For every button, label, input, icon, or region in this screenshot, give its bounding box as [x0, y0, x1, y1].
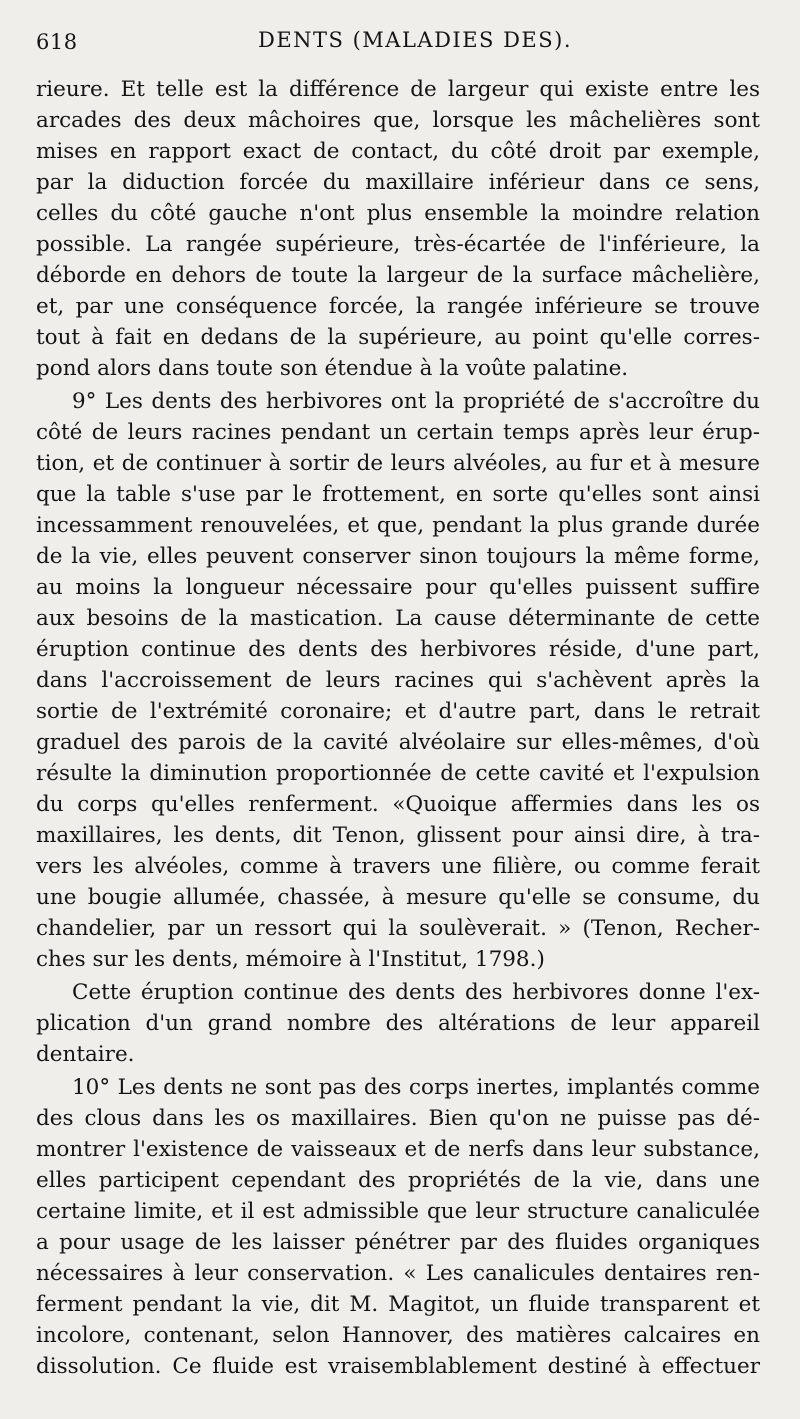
text-line: maxillaires, les dents, dit Tenon, glissent pour ainsi dire, à tra-: [36, 823, 760, 848]
text-line: 10° Les dents ne sont pas des corps inertes, implantés comme: [72, 1075, 760, 1100]
text-line: celles du côté gauche n'ont plus ensemble la moindre relation: [36, 201, 760, 226]
text-line: a pour usage de les laisser pénétrer par des fluides organiques: [36, 1230, 760, 1255]
text-line: montrer l'existence de vaisseaux et de nerfs dans leur substance,: [36, 1137, 760, 1162]
text-line: aux besoins de la mastication. La cause déterminante de cette: [36, 606, 760, 631]
paragraph: [36, 1072, 760, 1382]
text-line: tion, et de continuer à sortir de leurs alvéoles, au fur et à mesure: [36, 451, 760, 476]
text-line: plication d'un grand nombre des altérations de leur appareil: [36, 1011, 760, 1036]
page-header: [36, 26, 764, 60]
text-line: par la diduction forcée du maxillaire inférieur dans ce sens,: [36, 170, 760, 195]
text-line: nécessaires à leur conservation. « Les canalicules dentaires ren-: [36, 1261, 760, 1286]
text-line: pond alors dans toute son étendue à la voûte palatine.: [36, 356, 629, 381]
text-line: elles participent cependant des propriétés de la vie, dans une: [36, 1168, 760, 1193]
text-line: dentaire.: [36, 1042, 135, 1067]
text-line: du corps qu'elles renferment. «Quoique affermies dans les os: [36, 792, 760, 817]
text-line: que la table s'use par le frottement, en sorte qu'elles sont ainsi: [36, 482, 760, 507]
text-line: déborde en dehors de toute la largeur de la surface mâchelière,: [36, 263, 760, 288]
text-line: et, par une conséquence forcée, la rangée inférieure se trouve: [36, 294, 760, 319]
text-line: au moins la longueur nécessaire pour qu'elles puissent suffire: [36, 575, 760, 600]
text-line: graduel des parois de la cavité alvéolaire sur elles-mêmes, d'où: [36, 730, 760, 755]
text-line: arcades des deux mâchoires que, lorsque les mâchelières sont: [36, 108, 760, 133]
paragraph: [36, 74, 760, 384]
text-line: ferment pendant la vie, dit M. Magitot, un fluide transparent et: [36, 1292, 760, 1317]
running-head: DENTS (MALADIES DES).: [257, 28, 573, 52]
paragraph: [36, 977, 760, 1070]
paragraph: [36, 386, 760, 975]
text-line: de la vie, elles peuvent conserver sinon toujours la même forme,: [36, 544, 760, 569]
text-line: éruption continue des dents des herbivores réside, d'une part,: [36, 637, 760, 662]
text-line: dans l'accroissement de leurs racines qui s'achèvent après la: [36, 668, 760, 693]
body-text: [36, 74, 760, 1382]
text-line: côté de leurs racines pendant un certain temps après leur érup-: [36, 420, 760, 445]
text-line: ches sur les dents, mémoire à l'Institut, 1798.): [36, 947, 545, 972]
text-line: certaine limite, et il est admissible que leur structure canaliculée: [36, 1199, 760, 1224]
text-line: résulte la diminution proportionnée de cette cavité et l'expulsion: [36, 761, 760, 786]
text-line: incessamment renouvelées, et que, pendant la plus grande durée: [36, 513, 760, 538]
text-line: tout à fait en dedans de la supérieure, au point qu'elle corres-: [36, 325, 760, 350]
text-line: 9° Les dents des herbivores ont la propriété de s'accroître du: [72, 389, 760, 414]
text-line: mises en rapport exact de contact, du côté droit par exemple,: [36, 139, 760, 164]
text-line: incolore, contenant, selon Hannover, des matières calcaires en: [36, 1323, 760, 1348]
text-line: des clous dans les os maxillaires. Bien qu'on ne puisse pas dé-: [36, 1106, 760, 1131]
text-line: dissolution. Ce fluide est vraisemblablement destiné à effectuer: [36, 1354, 760, 1379]
page-number: 618: [36, 30, 78, 54]
text-line: rieure. Et telle est la différence de largeur qui existe entre les: [36, 77, 760, 102]
text-line: possible. La rangée supérieure, très-écartée de l'inférieure, la: [36, 232, 760, 257]
text-line: sortie de l'extrémité coronaire; et d'autre part, dans le retrait: [36, 699, 760, 724]
text-line: une bougie allumée, chassée, à mesure qu'elle se consume, du: [36, 885, 760, 910]
text-line: vers les alvéoles, comme à travers une filière, ou comme ferait: [36, 854, 760, 879]
text-line: Cette éruption continue des dents des herbivores donne l'ex-: [72, 980, 760, 1005]
text-line: chandelier, par un ressort qui la soulèverait. » (Tenon, Recher-: [36, 916, 760, 941]
